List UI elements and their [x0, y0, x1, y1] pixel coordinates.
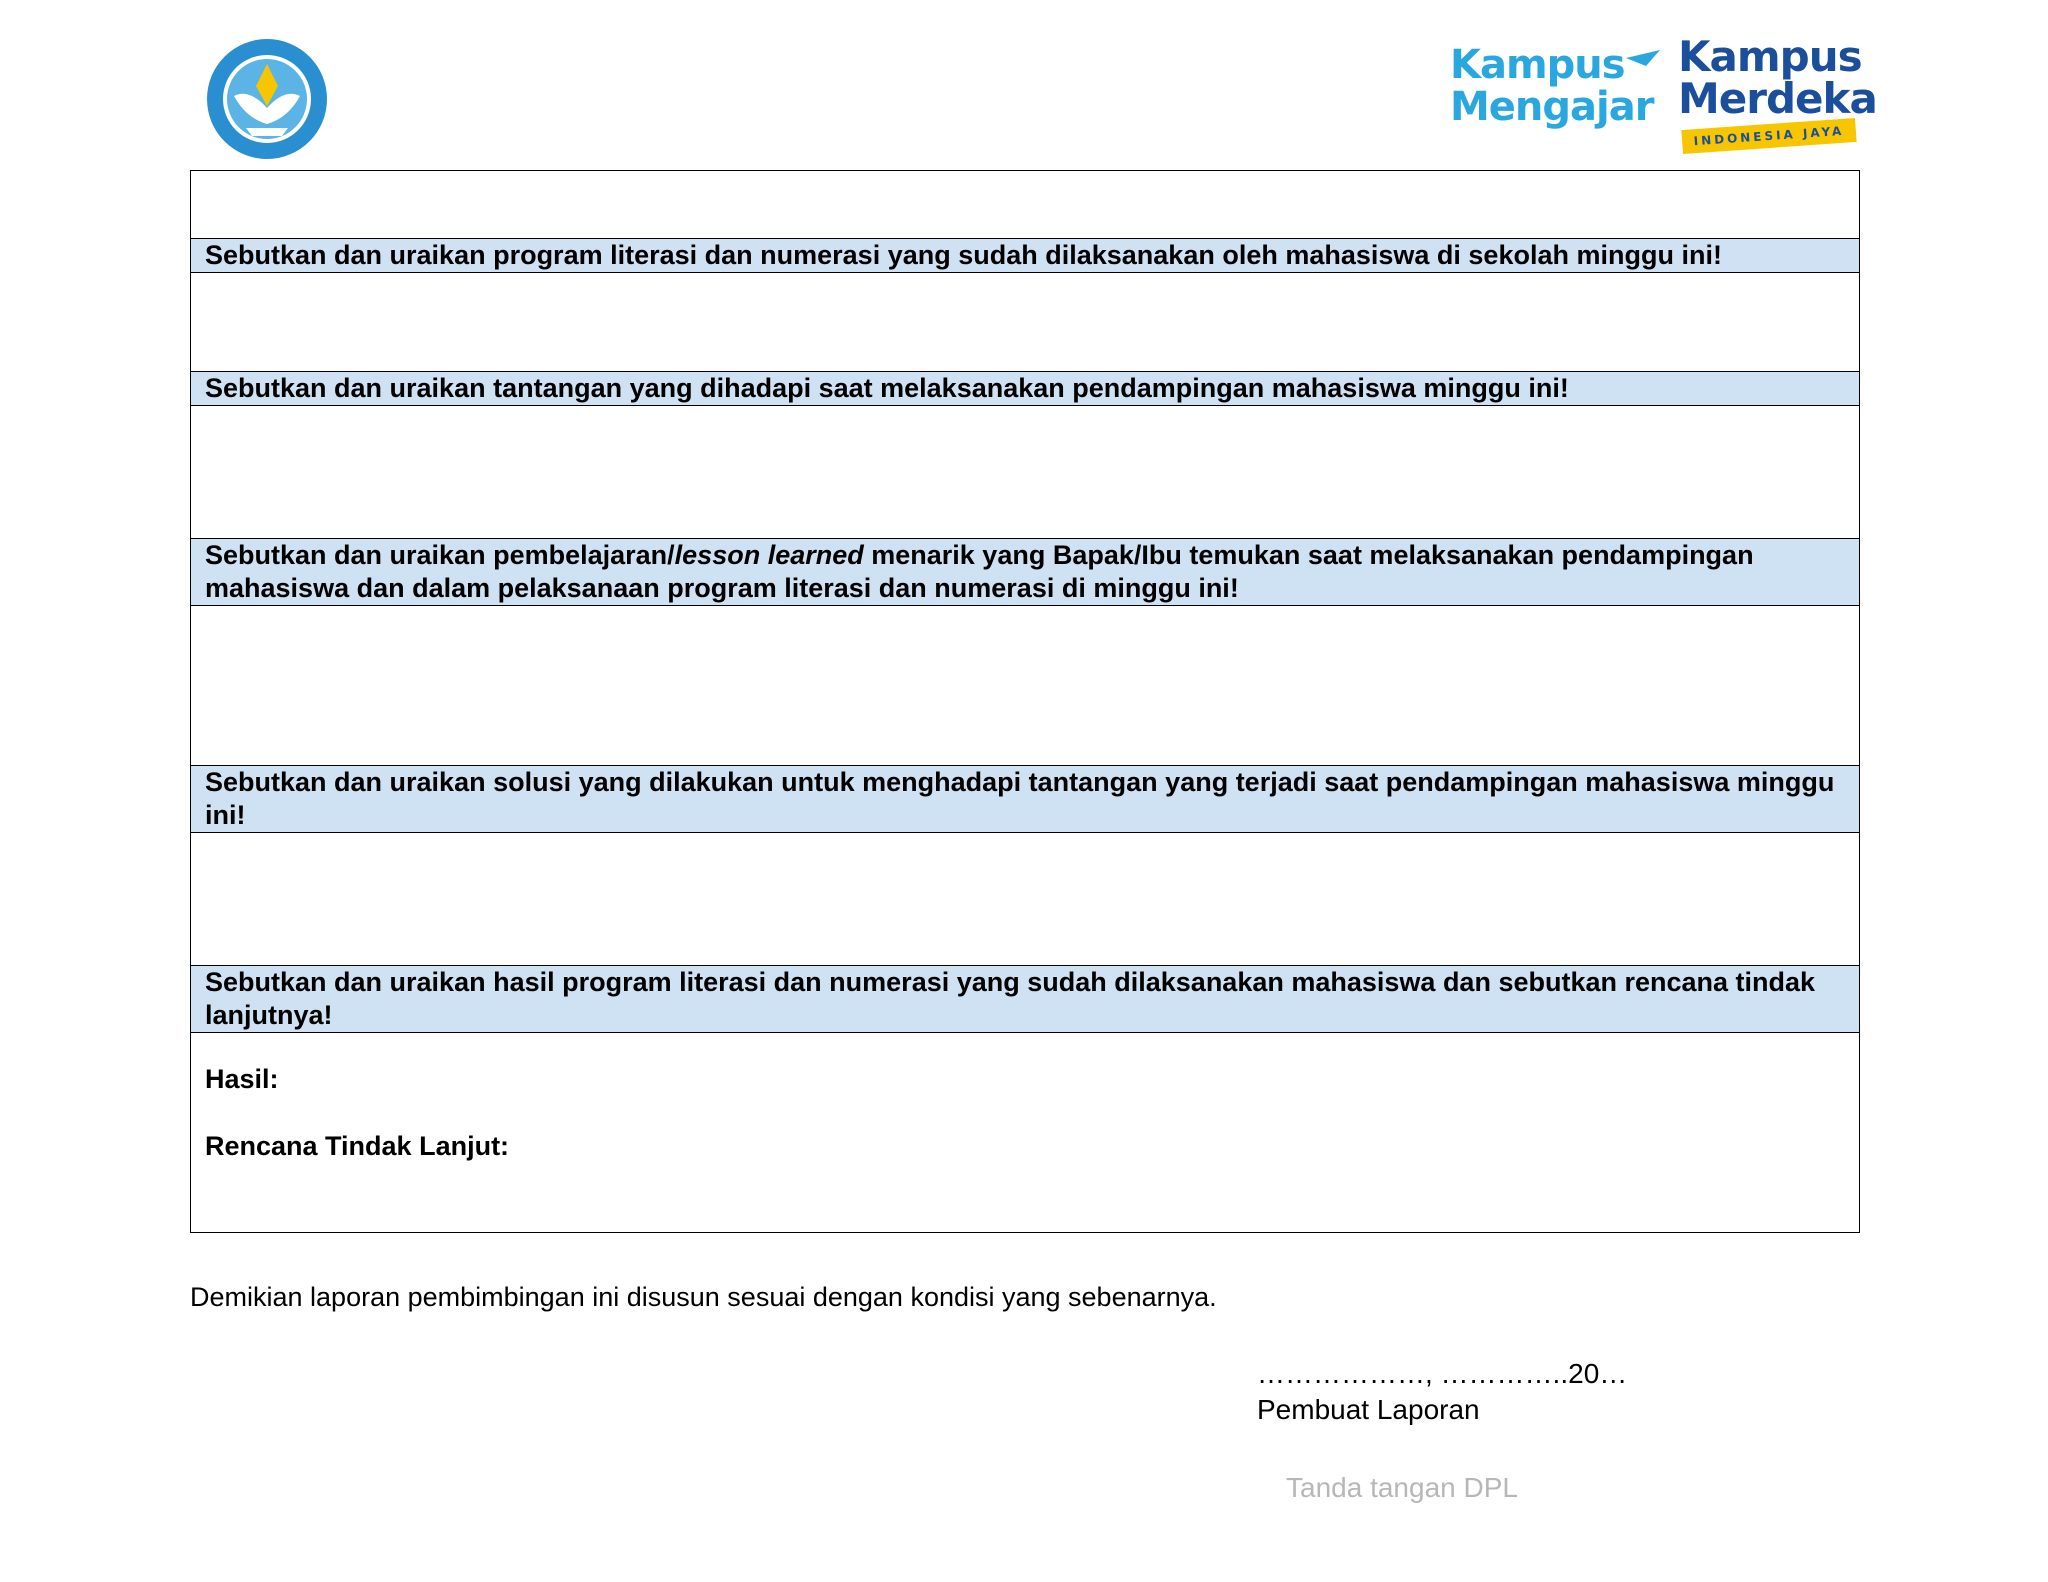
answer-cell-2[interactable]	[191, 406, 1860, 539]
answer-cell-1[interactable]	[191, 273, 1860, 372]
kampus-merdeka-logo	[1678, 32, 1877, 149]
kampus-mengajar-logo-line2: Mengajar	[1450, 84, 1654, 130]
followup-plan-label: Rencana Tindak Lanjut:	[205, 1131, 510, 1161]
question-header-1: Sebutkan dan uraikan program literasi dan numerasi yang sudah dilaksanakan oleh mahasiswa di sekolah minggu ini!	[191, 239, 1860, 273]
answer-cell-5[interactable]	[191, 1033, 1860, 1233]
answer-cell-intro[interactable]	[191, 171, 1860, 239]
question-header-3-text: Sebutkan dan uraikan pembelajaran/	[205, 540, 675, 570]
closing-statement: Demikian laporan pembimbingan ini disusun sesuai dengan kondisi yang sebenarnya.	[190, 1282, 1217, 1312]
signature-block	[1257, 1356, 1627, 1428]
kampus-merdeka-ribbon: INDONESIA JAYA	[1681, 118, 1856, 154]
question-header-3-italic: lesson learned	[674, 540, 864, 570]
question-header-3	[191, 539, 1860, 606]
answer-cell-3[interactable]	[191, 606, 1860, 766]
kampus-merdeka-logo-line1: Kampus	[1678, 32, 1862, 81]
kampus-mengajar-logo-line1: Kampus	[1450, 42, 1625, 88]
result-label: Hasil:	[205, 1064, 279, 1094]
signature-placeholder: Tanda tangan DPL	[1286, 1472, 1518, 1503]
answer-cell-4[interactable]	[191, 833, 1860, 966]
place-date-line: ………………, …………..20…	[1257, 1358, 1628, 1389]
kampus-mengajar-logo	[1450, 44, 1658, 128]
report-form-table	[190, 170, 1860, 1233]
author-label: Pembuat Laporan	[1257, 1394, 1480, 1425]
kampus-merdeka-logo-line2: Merdeka	[1678, 74, 1877, 123]
paper-plane-icon	[1626, 50, 1660, 66]
question-header-5: Sebutkan dan uraikan hasil program literasi dan numerasi yang sudah dilaksanakan mahasiswa dan sebutkan rencana tindak lanjutnya!	[191, 966, 1860, 1033]
question-header-4: Sebutkan dan uraikan solusi yang dilakukan untuk menghadapi tantangan yang terjadi saat pendampingan mahasiswa minggu ini!	[191, 766, 1860, 833]
question-header-3-text-end: menarik yang Bapak/Ibu temukan saat melaksanakan pendampingan mahasiswa dan dalam pelaksanaan program literasi dan numerasi di minggu ini!	[205, 540, 1754, 603]
tut-wuri-handayani-emblem-icon	[204, 36, 330, 162]
question-header-2: Sebutkan dan uraikan tantangan yang dihadapi saat melaksanakan pendampingan mahasiswa minggu ini!	[191, 372, 1860, 406]
